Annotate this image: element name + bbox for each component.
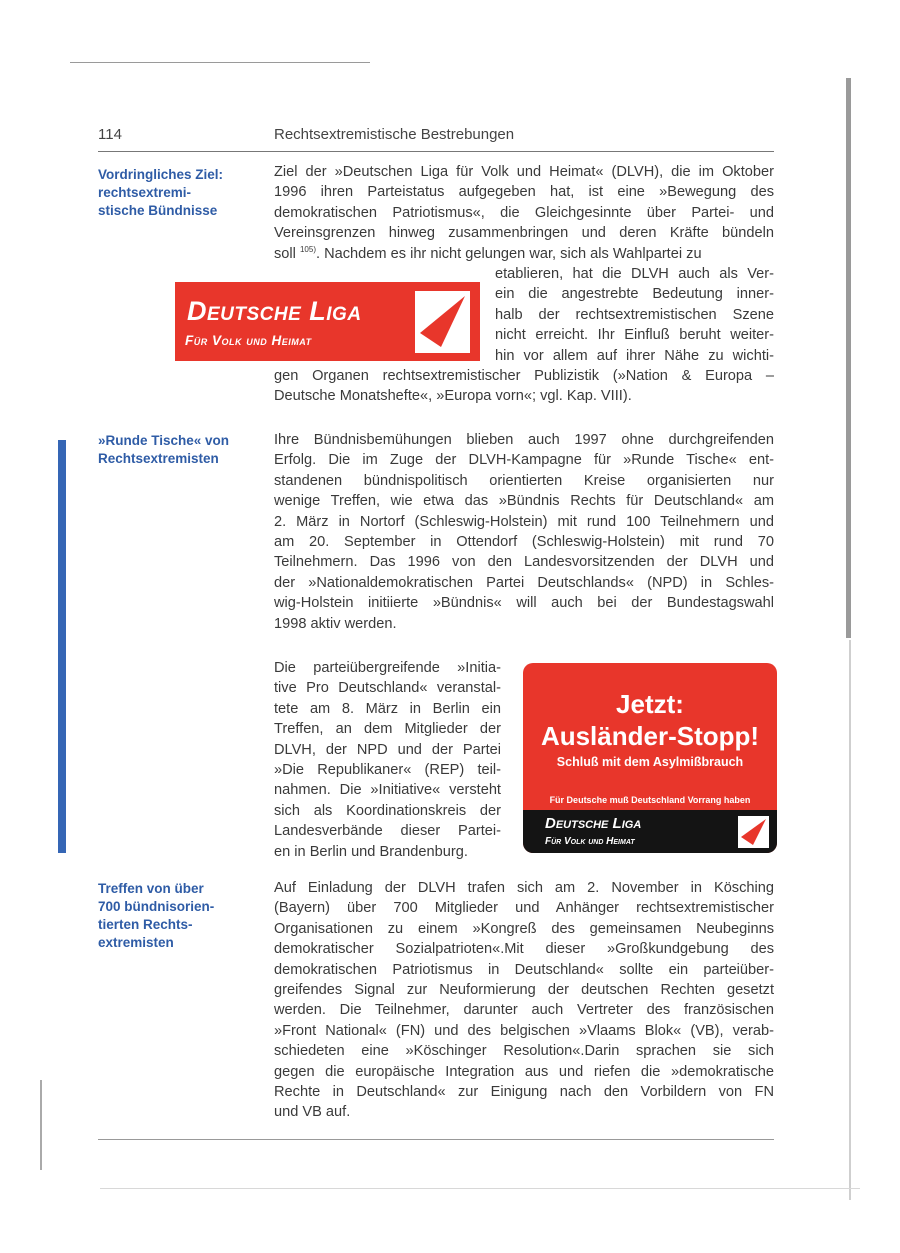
text-line: Auf Einladung der DLVH trafen sich am 2. November in Kösching [274,880,774,896]
text-line: 1998 aktiv werden. [274,615,397,632]
paragraph-1 [274,162,774,264]
text-line: wenige Treffen, wie etwa das »Bündnis Rechts für Deutschland« am [274,493,774,510]
text-line: Ihre Bündnisbemühungen blieben auch 1997 ohne durchgreifenden [274,432,774,448]
text-line: demokratischen Patriotismus«, die Gleichgesinnte über Partei- und [274,204,774,221]
text-line: etablieren, hat die DLVH auch als Ver- [495,266,774,282]
margin-note-line: Vordringliches Ziel: [98,167,224,182]
paragraph-1-tail [274,366,774,407]
poster-brand-line1: Deutsche Liga [545,815,642,832]
scan-edge-bottom [100,1188,860,1189]
text-line: 1996 ihren Parteistatus aufgegeben hat, ist eine »Bewegung des [274,184,774,201]
dlvh-logo-banner [175,282,480,361]
auslaender-stopp-poster [523,663,777,853]
text-line: nicht erreicht. Ihr Einfluß beruht weiter- [495,327,774,344]
text-line: tete am 8. März in Berlin ein [274,700,501,717]
text-line: tive Pro Deutschland« veranstal- [274,680,501,697]
poster-wedge-icon [738,816,769,848]
margin-note-line: rechtsextremi- [98,185,192,200]
text-line: Ziel der »Deutschen Liga für Volk und Heimat« (DLVH), die im Oktober [274,164,774,180]
text-line: Organisationen zu einem »Kongreß des gemeinsamen Neubeginns [274,920,774,937]
paragraph-4 [274,878,774,1123]
margin-note-line: Rechtsextremisten [98,451,219,466]
text-line: Treffen, an dem Mitglieder der [274,721,501,738]
text-line: en in Berlin und Brandenburg. [274,843,468,860]
text-line: sich als Koordinationskreis der [274,802,501,819]
margin-note-line: Treffen von über [98,881,204,896]
text-line: schiedeten eine »Köschinger Resolution«.Darin sprachen sie sich [274,1043,774,1060]
text-line: hin vor allem auf ihrer Nähe zu wichti- [495,347,774,364]
poster-headline-1: Jetzt: [616,689,684,719]
text-line: und VB auf. [274,1104,351,1121]
text-line: greifendes Signal zur Neuformierung der deutschen Rechten gesetzt [274,982,774,999]
text-line [274,244,774,264]
text-line: »Front National« (FN) und des belgischen »Vlaams Blok« (VB), verab- [274,1022,774,1039]
text-line: standenen bündnispolitisch orientierten Kreise organisierten nur [274,472,774,489]
text-line: halb der rechtsextremistischen Szene [495,306,774,323]
poster-small-text: Für Deutsche muß Deutschland Vorrang haben [549,795,751,805]
text-line: demokratischen Patriotismus in Deutschland« sollte ein parteiüber- [274,961,774,978]
poster-brand-bar [523,810,777,853]
text-line: ein die angestrebte Bedeutung inner- [495,286,774,303]
text-line: (Bayern) über 700 Mitglieder und Anhänger rechtsextremistischer [274,900,774,917]
text-line: Teilnehmern. Das 1996 von den Landesvorsitzenden der DLVH und [274,554,774,571]
text-line: Landesverbände dieser Partei- [274,823,501,840]
footer-rule [98,1139,774,1140]
margin-note-treffen [98,880,258,952]
poster-subline: Schluß mit dem Asylmißbrauch [556,755,744,769]
footnote-ref: 105) [299,244,316,254]
text-line: am 20. September in Ottendorf (Schleswig-Holstein) mit rund 70 [274,534,774,551]
logo-name-line1: Deutsche Liga [187,296,362,326]
scan-edge-right [846,78,851,638]
text-line: wig-Holstein initiierte »Bündnis« will auch bei der Bundestagswahl [274,595,774,612]
text-fragment: soll [274,245,296,262]
text-line: DLVH, der NPD und der Partei [274,741,501,758]
scan-edge-left [40,1080,42,1170]
text-line: werden. Die Teilnehmer, darunter auch Vertreter des französischen [274,1002,774,1019]
paragraph-2 [274,430,774,634]
margin-note-line: extremisten [98,935,174,950]
margin-note-line: 700 bündnisorien- [98,899,215,914]
poster-brand-line2: Für Volk und Heimat [545,836,635,847]
header-rule [98,151,774,152]
text-line: Die parteiübergreifende »Initia- [274,660,501,676]
poster-headline-2: Ausländer-Stopp! [540,721,760,751]
margin-note-line: »Runde Tische« von [98,433,230,448]
text-line: gegen die europäische Integration aus und riefen die »demokratische [274,1063,774,1080]
text-line: 2. März in Nortorf (Schleswig-Holstein) mit rund 100 Teilnehmern und [274,513,774,530]
text-line: Deutsche Monatshefte«, »Europa vorn«; vgl. Kap. VIII). [274,388,632,405]
logo-wedge-icon [415,291,470,353]
paragraph-3 [274,658,501,862]
logo-name-line2: Für Volk und Heimat [185,333,312,348]
scan-edge-top [70,62,370,63]
margin-note-buendnisse [98,166,258,220]
paragraph-1-wrap [495,264,774,366]
margin-note-line: stische Bündnisse [98,203,218,218]
text-line: Rechte in Deutschland« zur Einigung nach den Vorbildern von FN [274,1084,774,1101]
text-line: gen Organen rechtsextremistischer Publizistik (»Nation & Europa – [274,368,774,384]
text-fragment: . Nachdem es ihr nicht gelungen war, sich als Wahlpartei zu [315,245,702,262]
text-line: »Die Republikaner« (REP) teil- [274,762,501,779]
text-line: der »Nationaldemokratischen Partei Deutschlands« (NPD) in Schles- [274,574,774,591]
margin-note-line: tierten Rechts- [98,917,193,932]
running-title: Rechtsextremistische Bestrebungen [274,126,515,143]
margin-accent-bar [58,440,66,853]
margin-note-runde-tische [98,432,258,468]
text-line: Vereinsgrenzen hinweg zusammenbringen und deren Kräfte bündeln [274,225,774,242]
text-line: demokratischer Sozialpatrioten«.Mit dieser »Großkundgebung des [274,941,774,958]
page-number: 114 [98,126,122,143]
text-line: nahmen. Die »Initiative« versteht [274,782,501,799]
scan-edge-right-lower [849,640,851,1200]
text-line: Erfolg. Die im Zuge der DLVH-Kampagne für »Runde Tische« ent- [274,452,774,469]
